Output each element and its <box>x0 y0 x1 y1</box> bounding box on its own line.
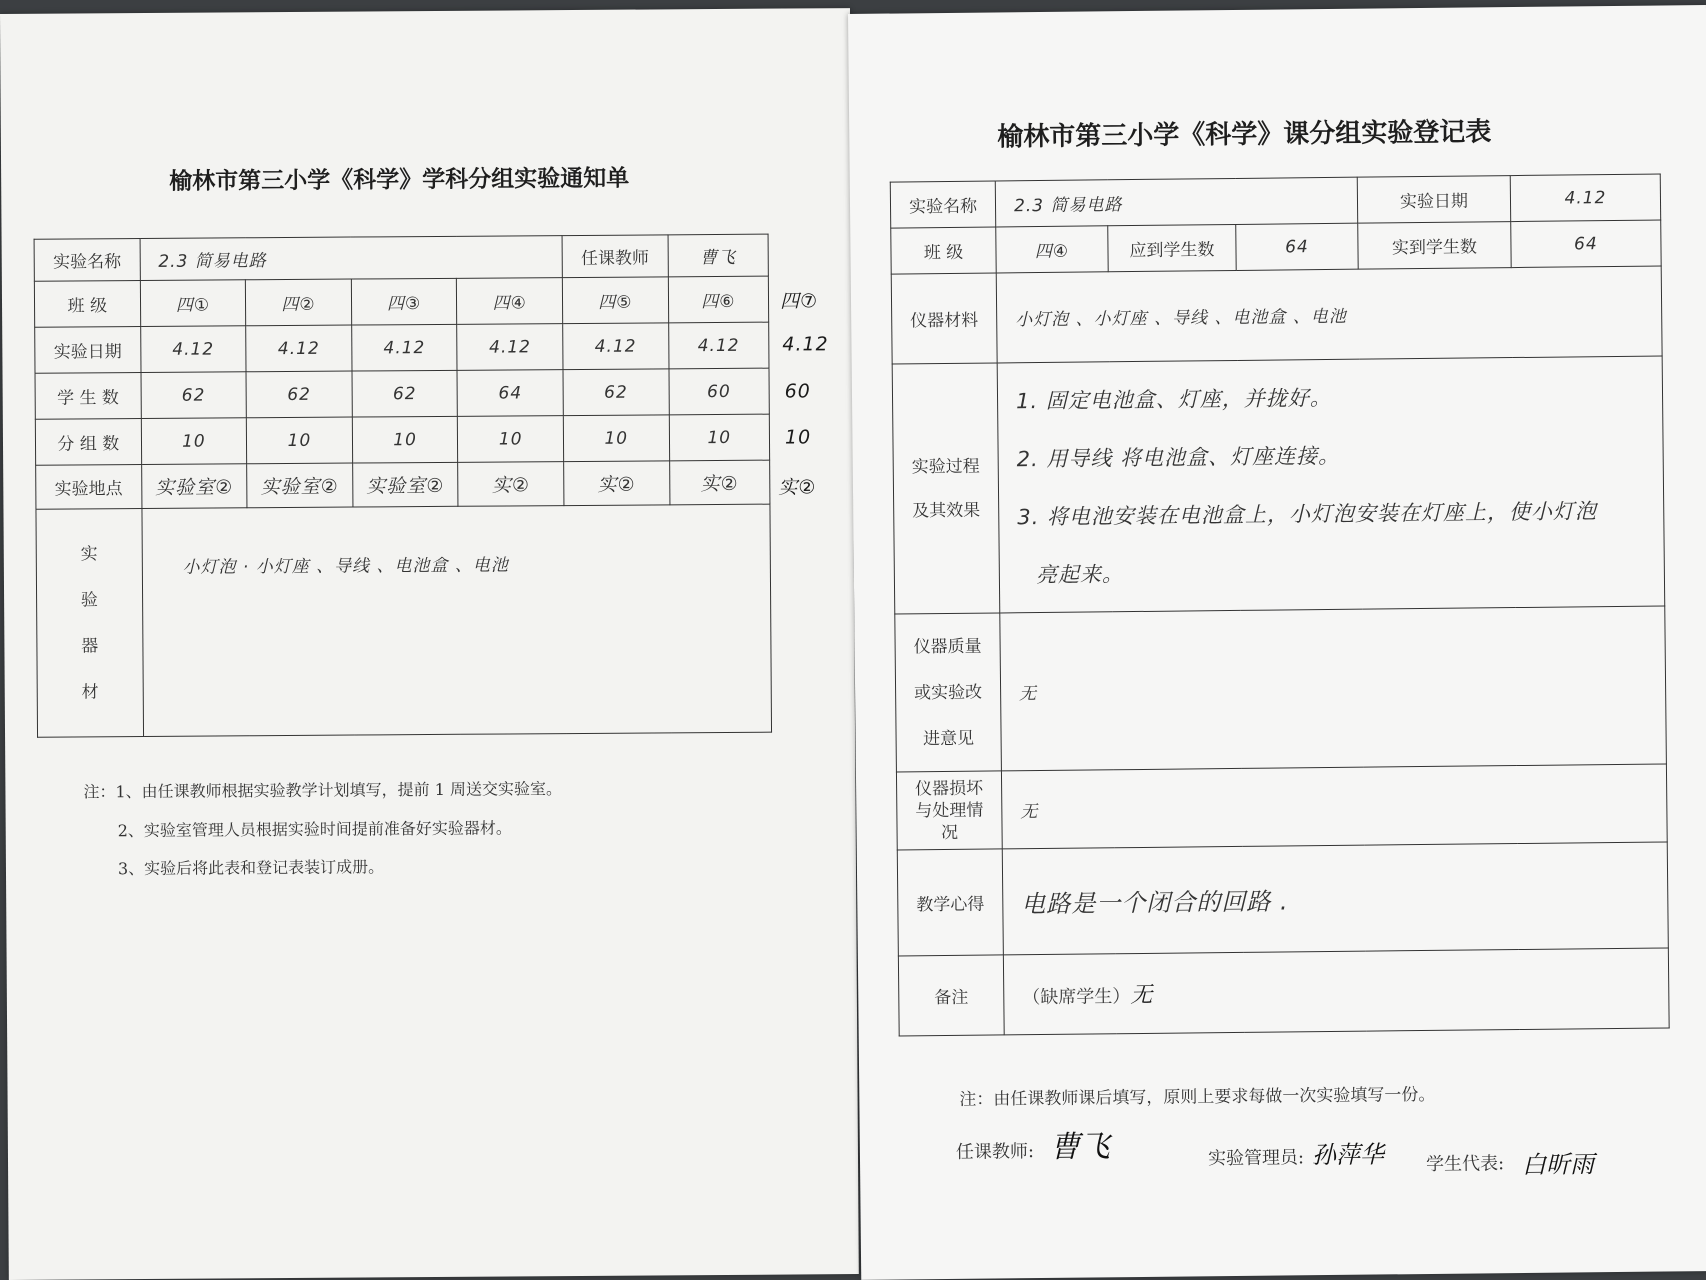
register-row-class <box>891 220 1661 274</box>
reg-expected-label: 应到学生数 <box>1108 224 1236 271</box>
reg-class-label: 班 级 <box>891 227 996 274</box>
notice-sheet <box>0 8 859 1280</box>
students-cell: 64 <box>457 370 563 417</box>
groups-label: 分 组 数 <box>35 419 141 466</box>
reg-exp-date-value: 4.12 <box>1510 174 1660 222</box>
register-row-remark <box>898 948 1669 1036</box>
equipment-value: 小灯泡 · 小灯座 、导线 、电池盒 、电池 <box>142 504 772 736</box>
notice-title: 榆林市第三小学《科学》学科分组实验通知单 <box>169 164 630 195</box>
exp-name-value: 2.3 简易电路 <box>140 236 563 281</box>
date-label: 实验日期 <box>35 327 141 374</box>
process-step: 2. 用导线 将电池盒、灯座连接。 <box>1016 443 1341 471</box>
reg-quality-label: 仪器质量 或实验改 进意见 <box>895 613 1002 772</box>
equipment-label: 实 验 器 材 <box>36 509 143 738</box>
reg-damage-label: 仪器损坏 与处理情 况 <box>896 771 1002 850</box>
location-cell: 实验室② <box>141 464 247 509</box>
notice-row-equipment <box>36 504 772 737</box>
reg-exp-name-label: 实验名称 <box>890 181 995 228</box>
students-cell: 62 <box>563 369 669 416</box>
reg-remark-cell <box>1003 948 1669 1035</box>
reg-process-value <box>997 356 1665 613</box>
register-row-quality <box>895 606 1667 772</box>
location-cell: 实② <box>669 460 770 505</box>
extra-groups: 10 <box>784 426 812 449</box>
reg-remark-prefix: （缺席学生） <box>1022 986 1131 1009</box>
register-table <box>890 173 1670 1036</box>
class-cell: 四⑥ <box>668 276 769 323</box>
notice-row-students <box>35 368 769 419</box>
reg-insight-label: 教学心得 <box>897 849 1003 956</box>
sig-teacher-value: 曹飞 <box>1049 1129 1111 1165</box>
class-cell: 四② <box>246 279 352 326</box>
location-cell: 实验室② <box>352 462 458 507</box>
date-cell: 4.12 <box>457 324 563 371</box>
process-step: 1. 固定电池盒、灯座，并拢好。 <box>1015 385 1332 413</box>
reg-expected-value: 64 <box>1236 223 1358 270</box>
notice-row-location <box>36 460 770 509</box>
extra-date: 4.12 <box>782 333 829 356</box>
notice-note-1: 注：1、由任课教师根据实验教学计划填写，提前 1 周送交实验室。 <box>83 779 563 802</box>
reg-process-label: 实验过程 及其效果 <box>892 363 1000 614</box>
notice-table <box>34 234 772 738</box>
notice-note-3: 3、实验后将此表和登记表装订成册。 <box>117 857 385 879</box>
process-step: 3. 将电池安装在电池盒上，小灯泡安装在灯座上，使小灯泡 <box>1017 498 1598 529</box>
date-cell: 4.12 <box>351 324 457 371</box>
date-cell: 4.12 <box>246 325 352 372</box>
students-label: 学 生 数 <box>35 373 141 420</box>
register-title: 榆林市第三小学《科学》课分组实验登记表 <box>997 117 1492 153</box>
class-cell: 四⑤ <box>562 277 668 324</box>
sig-teacher-label: 任课教师: <box>955 1141 1035 1163</box>
reg-insight-value: 电路是一个闭合的回路 . <box>1002 842 1668 955</box>
date-cell: 4.12 <box>563 323 669 370</box>
reg-class-value: 四④ <box>996 226 1108 273</box>
date-cell: 4.12 <box>140 326 246 373</box>
register-row-name <box>890 174 1660 228</box>
reg-materials-label: 仪器材料 <box>891 273 997 364</box>
groups-cell: 10 <box>563 415 669 462</box>
notice-row-class <box>34 276 768 327</box>
extra-location: 实② <box>778 476 817 499</box>
register-row-process <box>892 356 1665 614</box>
groups-cell: 10 <box>247 417 353 464</box>
reg-exp-name-value: 2.3 简易电路 <box>995 177 1357 227</box>
extra-class: 四⑦ <box>779 290 819 313</box>
students-cell: 60 <box>669 368 770 415</box>
notice-row-date <box>35 322 769 373</box>
location-cell: 实② <box>458 462 564 507</box>
reg-exp-date-label: 实验日期 <box>1357 176 1510 224</box>
location-cell: 实验室② <box>247 463 353 508</box>
register-row-materials <box>891 266 1662 364</box>
date-cell: 4.12 <box>668 322 769 369</box>
process-step: 亮起来。 <box>1035 561 1125 587</box>
register-row-damage <box>896 764 1667 850</box>
students-cell: 62 <box>141 372 247 419</box>
groups-cell: 10 <box>352 416 458 463</box>
register-sheet <box>848 5 1706 1280</box>
reg-remark-value: 无 <box>1130 982 1154 1009</box>
reg-materials-value: 小灯泡 、小灯座 、导线 、电池盒 、电池 <box>996 266 1662 363</box>
teacher-label: 任课教师 <box>562 235 668 278</box>
register-note: 注：由任课教师课后填写，原则上要求每做一次实验填写一份。 <box>959 1084 1436 1110</box>
sig-admin-label: 实验管理员: <box>1207 1147 1305 1170</box>
location-cell: 实② <box>564 461 670 506</box>
notice-row-name <box>34 234 768 281</box>
groups-cell: 10 <box>458 416 564 463</box>
teacher-value: 曹飞 <box>668 234 769 277</box>
groups-cell: 10 <box>141 418 247 465</box>
extra-students: 60 <box>784 380 811 403</box>
reg-actual-label: 实到学生数 <box>1358 222 1511 270</box>
reg-actual-value: 64 <box>1511 220 1661 268</box>
class-cell: 四④ <box>457 278 563 325</box>
reg-remark-label: 备注 <box>898 955 1004 1036</box>
register-row-insight <box>897 842 1668 956</box>
notice-row-groups <box>35 414 769 465</box>
sig-admin-value: 孙萍华 <box>1311 1140 1385 1170</box>
students-cell: 62 <box>352 370 458 417</box>
sig-student-value: 白昕雨 <box>1521 1150 1595 1180</box>
groups-cell: 10 <box>669 414 770 461</box>
notice-note-2: 2、实验室管理人员根据实验时间提前准备好实验器材。 <box>117 818 512 841</box>
class-cell: 四① <box>140 280 246 327</box>
sig-student-label: 学生代表: <box>1425 1153 1505 1176</box>
class-label: 班 级 <box>34 281 140 328</box>
class-cell: 四③ <box>351 278 457 325</box>
exp-name-label: 实验名称 <box>34 239 140 282</box>
location-label: 实验地点 <box>36 465 142 510</box>
students-cell: 62 <box>246 371 352 418</box>
reg-quality-value: 无 <box>1000 606 1667 771</box>
reg-damage-value: 无 <box>1001 764 1667 849</box>
